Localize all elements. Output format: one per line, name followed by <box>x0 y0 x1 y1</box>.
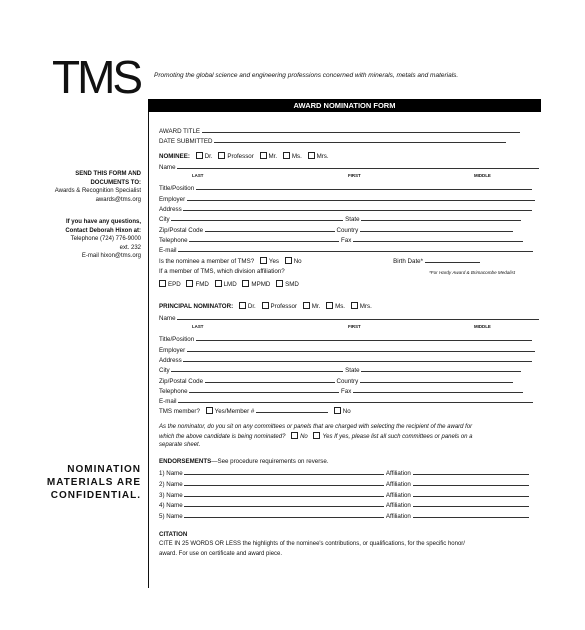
principal-zip-field[interactable] <box>205 376 335 383</box>
q-title-2: Contact Deborah Hixon at: <box>65 227 141 234</box>
committee-yes-label: Yes <box>322 434 333 440</box>
division-options <box>155 280 299 289</box>
address-label: Address <box>159 357 182 364</box>
city-label: City <box>159 367 170 374</box>
nominee-professor-checkbox[interactable] <box>218 152 225 159</box>
last-caption: LAST <box>192 173 204 178</box>
principal-employer-row <box>159 345 535 355</box>
committee-line-1: As the nominator, do you sit on any committees or panels that are charged with selecting the recipient of the award for <box>159 424 473 430</box>
committee-question: which the above candidate is being nominated? <box>159 434 286 440</box>
zip-label: Zip/Postal Code <box>159 378 204 385</box>
nominee-phone-row <box>159 235 523 245</box>
mpmd-label: MPMD <box>251 281 271 288</box>
fax-label: Fax <box>341 237 352 244</box>
committee-no-label: No <box>300 434 308 440</box>
fax-label: Fax <box>341 388 352 395</box>
endorser-3-affiliation-field[interactable] <box>413 490 529 497</box>
birth-date-note: *For Hardy Award & Brimacombe Medalist <box>429 270 516 275</box>
endorser-1-affiliation-field[interactable] <box>413 468 529 475</box>
nominee-row <box>159 152 329 161</box>
endorser-row <box>159 490 529 500</box>
date-submitted-field[interactable] <box>214 136 506 143</box>
no-label: No <box>293 258 302 265</box>
affiliation-label: Affiliation <box>385 513 411 520</box>
dr-label: Dr. <box>204 153 213 160</box>
affiliation-label: Affiliation <box>385 502 411 509</box>
title-position-label: Title/Position <box>159 336 195 343</box>
principal-address-row <box>159 355 532 365</box>
principal-fax-field[interactable] <box>353 386 523 393</box>
tms-member-no-checkbox[interactable] <box>334 407 341 414</box>
committee-if-yes: If yes, please list all such committees or panels on a <box>334 434 473 440</box>
tms-member-label: TMS member? <box>159 408 200 415</box>
tagline: Promoting the global science and engineering professions concerned with minerals, metals and materials. <box>154 72 459 79</box>
endorser-1-name-field[interactable] <box>184 468 384 475</box>
principal-email-row <box>159 396 533 406</box>
member-question-row <box>159 256 480 266</box>
member-yes-checkbox[interactable] <box>260 257 267 264</box>
principal-city-row <box>159 365 521 375</box>
middle-caption: MIDDLE <box>474 173 491 178</box>
committee-line-2 <box>159 432 473 441</box>
confidential-2: MATERIALS ARE <box>46 477 141 488</box>
citation-heading: CITATION <box>159 531 188 538</box>
division-question: If a member of TMS, which division affiliation? <box>159 268 285 275</box>
smd-label: SMD <box>285 281 299 288</box>
name-label: Name <box>159 315 176 322</box>
principal-mr-checkbox[interactable] <box>303 302 310 309</box>
endorser-5-affiliation-field[interactable] <box>413 511 529 518</box>
principal-zip-row <box>159 376 513 386</box>
state-label: State <box>345 367 360 374</box>
nominee-name-row <box>159 162 539 172</box>
endorsements-label: ENDORSEMENTS <box>159 458 212 465</box>
nominee-name-field[interactable] <box>177 162 539 169</box>
principal-ms-checkbox[interactable] <box>326 302 333 309</box>
principal-phone-row <box>159 386 523 396</box>
endorser-4-name-field[interactable] <box>184 500 384 507</box>
principal-email-field[interactable] <box>178 396 533 403</box>
questions-block <box>31 218 141 261</box>
nominee-city-row <box>159 214 521 224</box>
principal-city-field[interactable] <box>171 365 343 372</box>
nominee-mr-checkbox[interactable] <box>260 152 267 159</box>
principal-mrs-checkbox[interactable] <box>351 302 358 309</box>
affiliation-label: Affiliation <box>385 481 411 488</box>
division-fmd-checkbox[interactable] <box>186 280 193 287</box>
endorser-row <box>159 500 529 510</box>
principal-employer-field[interactable] <box>187 345 535 352</box>
country-label: Country <box>336 378 359 385</box>
professor-label: Professor <box>227 153 254 160</box>
nominee-title-row <box>159 183 532 193</box>
member-number-field[interactable] <box>256 406 328 413</box>
date-submitted-label: DATE SUBMITTED <box>159 138 213 145</box>
division-epd-checkbox[interactable] <box>159 280 166 287</box>
principal-name-row <box>159 313 539 323</box>
principal-state-field[interactable] <box>361 365 521 372</box>
form-title: AWARD NOMINATION FORM <box>148 99 541 112</box>
nominee-state-field[interactable] <box>361 214 521 221</box>
first-caption: FIRST <box>348 173 361 178</box>
birth-date-field[interactable] <box>425 256 480 263</box>
nominee-mrs-checkbox[interactable] <box>308 152 315 159</box>
member-question: Is the nominee a member of TMS? <box>159 258 255 265</box>
principal-address-field[interactable] <box>183 355 532 362</box>
principal-label: PRINCIPAL NOMINATOR: <box>159 303 234 310</box>
principal-row <box>159 302 372 311</box>
member-no-checkbox[interactable] <box>285 257 292 264</box>
tms-logo: TMS <box>52 51 141 103</box>
endorser-4-affiliation-field[interactable] <box>413 500 529 507</box>
q-ext: ext. 232 <box>119 244 141 251</box>
first-caption: FIRST <box>348 324 361 329</box>
nominee-email-field[interactable] <box>178 245 533 252</box>
citation-line-1: CITE IN 25 WORDS OR LESS the highlights of the nominee's contributions, or qualifications, for the specific honor/ <box>159 541 465 547</box>
yes-member-label: Yes/Member # <box>214 408 255 415</box>
q-phone: Telephone (724) 776-9000 <box>70 236 141 243</box>
telephone-label: Telephone <box>159 237 188 244</box>
endorsements-note: —See procedure requirements on reverse. <box>211 458 329 465</box>
birth-date-label: Birth Date* <box>393 258 424 265</box>
country-label: Country <box>336 227 359 234</box>
professor-label: Professor <box>270 303 297 310</box>
nominee-zip-field[interactable] <box>205 225 335 232</box>
committee-yes-checkbox[interactable] <box>313 432 320 439</box>
email-label: E-mail <box>159 247 177 254</box>
state-label: State <box>345 216 360 223</box>
send-title-2: DOCUMENTS TO: <box>90 179 141 186</box>
affiliation-label: Affiliation <box>385 470 411 477</box>
date-submitted-row <box>159 136 506 146</box>
ms-label: Ms. <box>335 303 346 310</box>
nominee-dr-checkbox[interactable] <box>196 152 203 159</box>
nominee-title-field[interactable] <box>196 183 532 190</box>
committee-line-4: separate sheet. <box>159 442 201 448</box>
nominee-employer-row <box>159 194 535 204</box>
nominee-ms-checkbox[interactable] <box>283 152 290 159</box>
telephone-label: Telephone <box>159 388 188 395</box>
principal-dr-checkbox[interactable] <box>239 302 246 309</box>
division-smd-checkbox[interactable] <box>276 280 283 287</box>
endorser-2-name-field[interactable] <box>184 479 384 486</box>
endorser-row <box>159 479 529 489</box>
endorsements-heading <box>159 458 329 466</box>
principal-title-field[interactable] <box>196 334 532 341</box>
tms-member-yes-checkbox[interactable] <box>206 407 213 414</box>
city-label: City <box>159 216 170 223</box>
endorser-5-name-field[interactable] <box>184 511 384 518</box>
nominee-fax-field[interactable] <box>353 235 523 242</box>
division-lmd-checkbox[interactable] <box>215 280 222 287</box>
send-line-1: Awards & Recognition Specialist <box>54 188 141 195</box>
nominee-city-field[interactable] <box>171 214 343 221</box>
affiliation-label: Affiliation <box>385 492 411 499</box>
last-caption: LAST <box>192 324 204 329</box>
principal-professor-checkbox[interactable] <box>262 302 269 309</box>
principal-name-field[interactable] <box>177 313 539 320</box>
committee-no-checkbox[interactable] <box>291 432 298 439</box>
nominee-address-field[interactable] <box>183 204 532 211</box>
award-title-row <box>159 126 520 136</box>
employer-label: Employer <box>159 347 186 354</box>
employer-label: Employer <box>159 196 186 203</box>
mrs-label: Mrs. <box>359 303 372 310</box>
name-label: Name <box>159 164 176 171</box>
send-title-1: SEND THIS FORM AND <box>75 171 141 177</box>
division-question-row <box>159 268 285 276</box>
fmd-label: FMD <box>195 281 209 288</box>
tms-member-row <box>159 406 351 416</box>
title-position-label: Title/Position <box>159 185 195 192</box>
send-email: awards@tms.org <box>95 196 141 203</box>
no-label: No <box>342 408 351 415</box>
endorser-name-label: 3) Name <box>159 492 183 499</box>
yes-label: Yes <box>268 258 279 265</box>
endorser-name-label: 5) Name <box>159 513 183 520</box>
principal-phone-field[interactable] <box>189 386 339 393</box>
confidential-1: NOMINATION <box>67 464 141 475</box>
endorser-name-label: 1) Name <box>159 470 183 477</box>
nominee-zip-row <box>159 225 513 235</box>
lmd-label: LMD <box>223 281 237 288</box>
mr-label: Mr. <box>268 153 278 160</box>
email-label: E-mail <box>159 398 177 405</box>
principal-country-field[interactable] <box>360 376 513 383</box>
dr-label: Dr. <box>247 303 256 310</box>
confidential-3: CONFIDENTIAL. <box>50 490 141 501</box>
endorser-3-name-field[interactable] <box>184 490 384 497</box>
nominee-employer-field[interactable] <box>187 194 535 201</box>
nominee-phone-field[interactable] <box>189 235 339 242</box>
q-title-1: If you have any questions, <box>65 219 141 225</box>
ms-label: Ms. <box>291 153 302 160</box>
endorser-name-label: 2) Name <box>159 481 183 488</box>
mr-label: Mr. <box>311 303 321 310</box>
zip-label: Zip/Postal Code <box>159 227 204 234</box>
nominee-address-row <box>159 204 532 214</box>
address-label: Address <box>159 206 182 213</box>
division-mpmd-checkbox[interactable] <box>242 280 249 287</box>
divider-line <box>148 101 149 588</box>
q-email: E-mail hixon@tms.org <box>81 253 141 260</box>
endorser-row <box>159 511 529 521</box>
endorser-2-affiliation-field[interactable] <box>413 479 529 486</box>
send-to-block <box>31 170 141 204</box>
nominee-email-row <box>159 245 533 255</box>
endorser-row <box>159 468 529 478</box>
endorser-name-label: 4) Name <box>159 502 183 509</box>
epd-label: EPD <box>168 281 181 288</box>
award-title-label: AWARD TITLE <box>159 128 201 135</box>
nominee-label: NOMINEE: <box>159 153 190 160</box>
confidential-notice <box>31 463 141 502</box>
nominee-country-field[interactable] <box>360 225 513 232</box>
middle-caption: MIDDLE <box>474 324 491 329</box>
citation-line-2: award. For use on certificate and award piece. <box>159 551 283 557</box>
principal-title-row <box>159 334 532 344</box>
award-title-field[interactable] <box>202 126 520 133</box>
mrs-label: Mrs. <box>316 153 329 160</box>
